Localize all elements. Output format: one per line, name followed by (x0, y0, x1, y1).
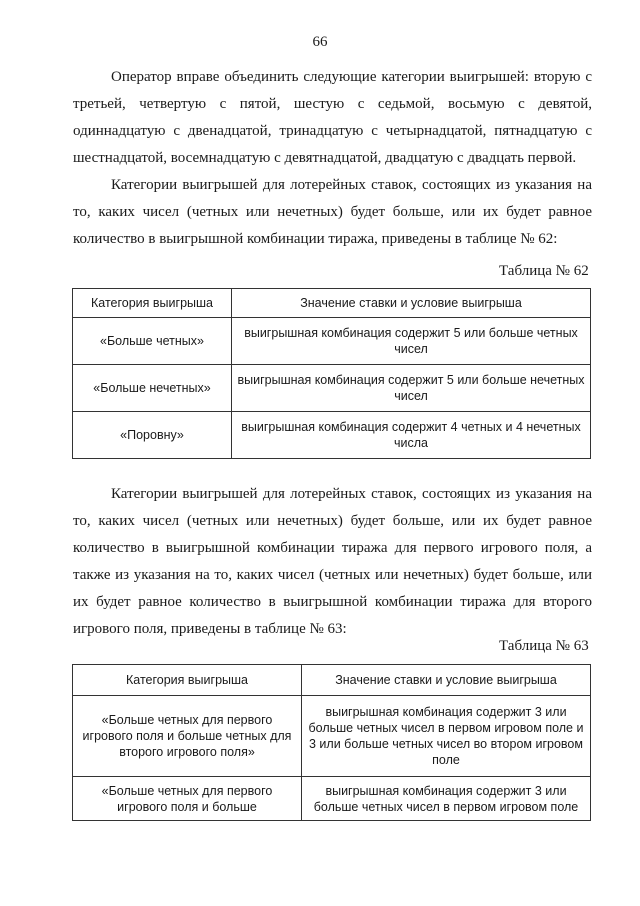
page-number: 66 (312, 34, 328, 50)
table-cell-condition: выигрышная комбинация содержит 4 четных и 4 нечетных числа (232, 412, 591, 459)
table-header-cell: Категория выигрыша (73, 665, 302, 696)
table-cell-category: «Больше четных» (73, 318, 232, 365)
table-header-row (73, 289, 591, 318)
table-62 (72, 288, 591, 459)
table-row (73, 696, 591, 777)
table62-caption: Таблица № 62 (499, 263, 589, 279)
paragraph-merge-categories: Оператор вправе объединить следующие категории выигрышей: вторую с третьей, четвертую с пятой, шестую с седьмой, восьмую с девятой, одиннадцатую с двенадцатой, тринадцатую с четырнадцатой, пятнадцатую с шестнадцатой, восемнадцатую с девятнадцатой, двадцатую с двадцать первой. (73, 69, 592, 166)
paragraph-table62-intro: Категории выигрышей для лотерейных ставок, состоящих из указания на то, каких чисел (четных или нечетных) будет больше, или их будет равное количество в выигрышной комбинации тиража, приведены в таблице № 62: (73, 177, 592, 247)
table-row (73, 412, 591, 459)
table-cell-category: «Больше четных для первого игрового поля и больше (73, 777, 302, 821)
table-cell-category: «Поровну» (73, 412, 232, 459)
table-cell-condition: выигрышная комбинация содержит 5 или больше нечетных чисел (232, 365, 591, 412)
table-cell-condition: выигрышная комбинация содержит 5 или больше четных чисел (232, 318, 591, 365)
table-row (73, 318, 591, 365)
table-cell-condition: выигрышная комбинация содержит 3 или больше четных чисел в первом игровом поле (302, 777, 591, 821)
table-row (73, 365, 591, 412)
table-cell-category: «Больше нечетных» (73, 365, 232, 412)
table-cell-category: «Больше четных для первого игрового поля и больше четных для второго игрового поля» (73, 696, 302, 777)
table63-caption: Таблица № 63 (499, 638, 589, 654)
table-header-cell: Значение ставки и условие выигрыша (232, 289, 591, 318)
table-63 (72, 664, 591, 821)
paragraph-table63-intro: Категории выигрышей для лотерейных ставок, состоящих из указания на то, каких чисел (четных или нечетных) будет больше, или их будет равное количество в выигрышной комбинации тиража для первого игрового поля, а также из указания на то, каких чисел (четных или нечетных) будет больше, или их будет равное количество в выигрышной комбинации тиража для второго игрового поля, приведены в таблице № 63: (73, 486, 592, 637)
table-cell-condition: выигрышная комбинация содержит 3 или больше четных чисел в первом игровом поле и 3 или больше четных чисел во втором игровом поле (302, 696, 591, 777)
table-header-cell: Категория выигрыша (73, 289, 232, 318)
table-row (73, 777, 591, 821)
table-header-row (73, 665, 591, 696)
table-header-cell: Значение ставки и условие выигрыша (302, 665, 591, 696)
